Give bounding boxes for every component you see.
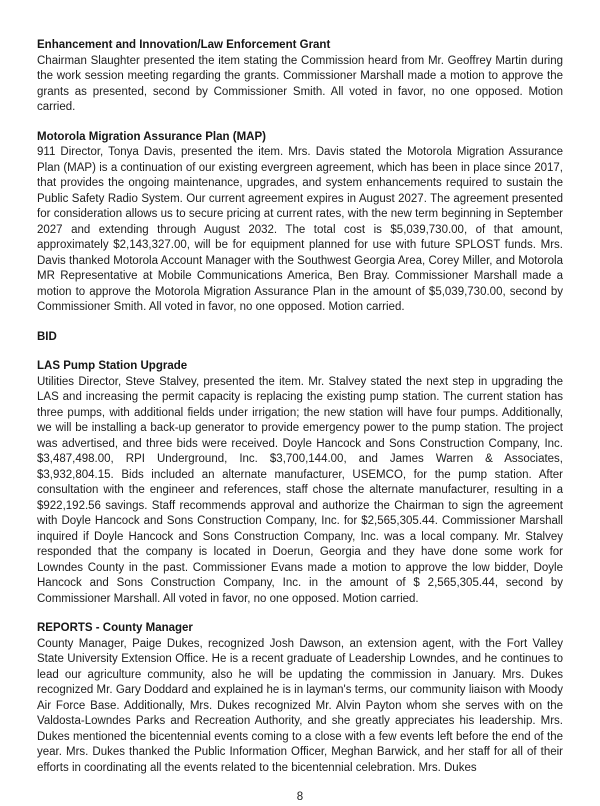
section-reports-county-manager xyxy=(37,621,563,776)
section-heading: Motorola Migration Assurance Plan (MAP) xyxy=(37,130,266,143)
section-body: Chairman Slaughter presented the item stating the Commission heard from Mr. Geoffrey Martin during the work session meeting regarding the grants. Commissioner Marshall made a motion to approve the grants as presented, second by Commissioner Smith. All voted in favor, no one opposed. Motion carried. xyxy=(37,54,563,113)
section-body: County Manager, Paige Dukes, recognized Josh Dawson, an extension agent, with the Fort Valley State University Extension Office. He is a recent graduate of Leadership Lowndes, and he continues to lead our agriculture community, also he will be updating the commission in January. Mrs. Dukes recognized Mr. Gary Doddard and explained he is in layman's terms, our community liaison with Moody Air Force Base. Additionally, Mrs. Dukes recognized Mr. Alvin Payton whom she serves with on the Valdosta-Lowndes Parks and Recreation Authority, and she greatly appreciates his leadership. Mrs. Dukes mentioned the bicentennial events coming to a close with a few events left before the end of the year. Mrs. Dukes thanked the Public Information Officer, Meghan Barwick, and her staff for all of their efforts in coordinating all the events related to the bicentennial celebration. Mrs. Dukes xyxy=(37,637,563,774)
section-body: Utilities Director, Steve Stalvey, presented the item. Mr. Stalvey stated the next step in upgrading the LAS and increasing the permit capacity is replacing the existing pump station. The current station has three pumps, with additional fields under irrigation; the new station will have four pumps. Additionally, we will be installing a back-up generator to provide emergency power to the pump station. The project was advertised, and three bids were received. Doyle Hancock and Sons Construction Company, Inc. $3,487,498.00, RPI Underground, Inc. $3,700,144.00, and James Warren & Associates, $3,932,804.15. Bids included an alternate manufacturer, USEMCO, for the pump station. After consultation with the engineer and references, staff chose the alternate manufacturer, resulting in a $922,192.56 savings. Staff recommends approval and authorize the Chairman to sign the agreement with Doyle Hancock and Sons Construction Company, Inc. for $2,565,305.44. Commissioner Marshall inquired if Doyle Hancock and Sons Construction Company, Inc. was a local company. Mr. Stalvey responded that the company is located in Doerun, Georgia and they have done some work for Lowndes County in the past. Commissioner Evans made a motion to approve the low bidder, Doyle Hancock and Sons Construction Company, Inc. in the amount of $ 2,565,305.44, second by Commissioner Marshall. All voted in favor, no one opposed. Motion carried. xyxy=(37,375,563,605)
section-enhancement-innovation-grant xyxy=(37,38,563,116)
section-heading: LAS Pump Station Upgrade xyxy=(37,360,188,372)
section-las-pump-station xyxy=(37,359,563,607)
section-heading: Enhancement and Innovation/Law Enforcement Grant xyxy=(37,39,331,51)
section-heading: REPORTS - County Manager xyxy=(37,622,193,634)
section-heading: BID xyxy=(37,330,57,343)
section-bid xyxy=(37,330,563,346)
section-motorola-map xyxy=(37,130,563,316)
section-body: 911 Director, Tonya Davis, presented the item. Mrs. Davis stated the Motorola Migration Assurance Plan (MAP) is a continuation of our existing evergreen agreement, which has been in place since 2017, that provides the ongoing maintenance, upgrades, and system enhancements required to sustain the Public Safety Radio System. Our current agreement expires in August 2027. The agreement presented for consideration allows us to secure pricing at current rates, with the new term beginning in September 2027 and extending through August 2032. The total cost is $5,039,730.00, of that amount, approximately $2,143,327.00, will be for equipment planned for use with future SPLOST funds. Mrs. Davis thanked Motorola Account Manager with the Southwest Georgia Area, Corey Miller, and Motorola MR Representative at Mobile Communications America, Ben Bray. Commissioner Marshall made a motion to approve the Motorola Migration Assurance Plan in the amount of $5,039,730.00, second by Commissioner Smith. All voted in favor, no one opposed. Motion carried. xyxy=(37,146,563,313)
page-number: 8 xyxy=(296,791,304,803)
